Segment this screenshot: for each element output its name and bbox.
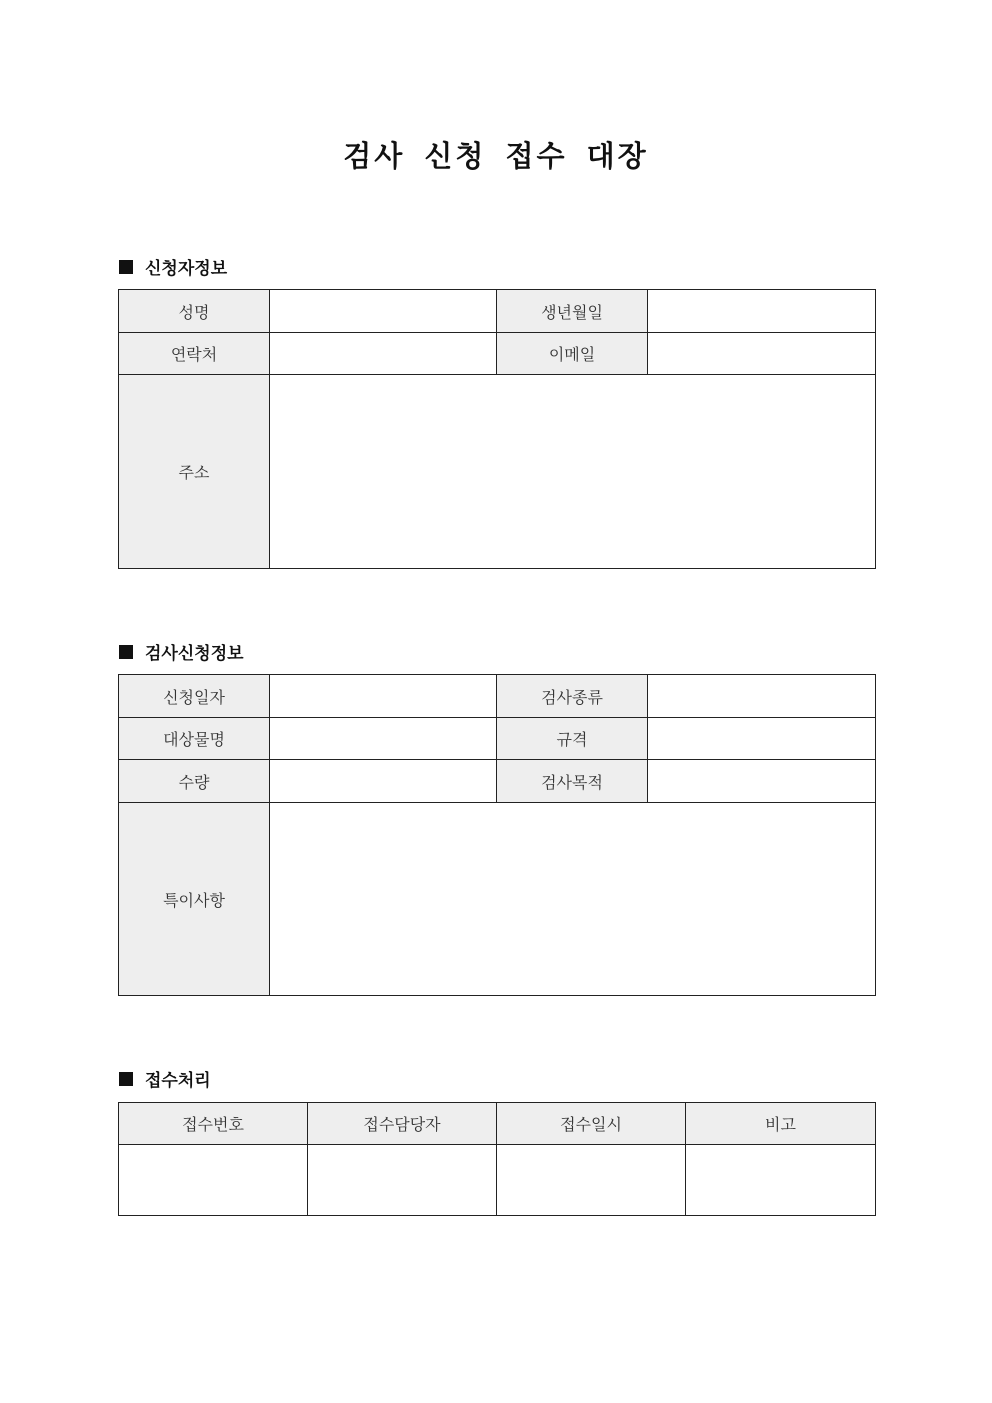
section-title: 검사신청정보 xyxy=(145,644,244,664)
label-notes: 특이사항 xyxy=(119,803,270,996)
label-contact: 연락처 xyxy=(119,333,270,375)
applicant-table xyxy=(118,289,876,569)
email-field[interactable] xyxy=(648,333,876,375)
type-field[interactable] xyxy=(648,675,876,718)
page-title: 검사 신청 접수 대장 xyxy=(343,139,649,173)
section-heading-inspection xyxy=(119,639,244,664)
inspection-table xyxy=(118,674,876,996)
object-field[interactable] xyxy=(270,718,497,760)
notes-field[interactable] xyxy=(270,803,876,996)
label-purpose: 검사목적 xyxy=(497,760,648,803)
label-spec: 규격 xyxy=(497,718,648,760)
qty-field[interactable] xyxy=(270,760,497,803)
column-header: 접수담당자 xyxy=(308,1103,497,1145)
remarks-field[interactable] xyxy=(686,1145,876,1216)
receipt-datetime-field[interactable] xyxy=(497,1145,686,1216)
label-object: 대상물명 xyxy=(119,718,270,760)
square-bullet-icon xyxy=(119,1072,133,1086)
column-header: 비고 xyxy=(686,1103,876,1145)
spec-field[interactable] xyxy=(648,718,876,760)
section-heading-receipt xyxy=(119,1066,211,1091)
section-heading-applicant xyxy=(119,254,227,279)
label-email: 이메일 xyxy=(497,333,648,375)
date-field[interactable] xyxy=(270,675,497,718)
receipt-staff-field[interactable] xyxy=(308,1145,497,1216)
birth-field[interactable] xyxy=(648,290,876,333)
column-header: 접수일시 xyxy=(497,1103,686,1145)
receipt-table xyxy=(118,1102,876,1216)
label-address: 주소 xyxy=(119,375,270,569)
receipt-number-field[interactable] xyxy=(119,1145,308,1216)
label-type: 검사종류 xyxy=(497,675,648,718)
square-bullet-icon xyxy=(119,260,133,274)
section-title: 신청자정보 xyxy=(145,259,228,279)
purpose-field[interactable] xyxy=(648,760,876,803)
square-bullet-icon xyxy=(119,645,133,659)
label-name: 성명 xyxy=(119,290,270,333)
section-title: 접수처리 xyxy=(145,1071,211,1091)
label-birth: 생년월일 xyxy=(497,290,648,333)
label-date: 신청일자 xyxy=(119,675,270,718)
contact-field[interactable] xyxy=(270,333,497,375)
column-header: 접수번호 xyxy=(119,1103,308,1145)
label-qty: 수량 xyxy=(119,760,270,803)
name-field[interactable] xyxy=(270,290,497,333)
address-field[interactable] xyxy=(270,375,876,569)
